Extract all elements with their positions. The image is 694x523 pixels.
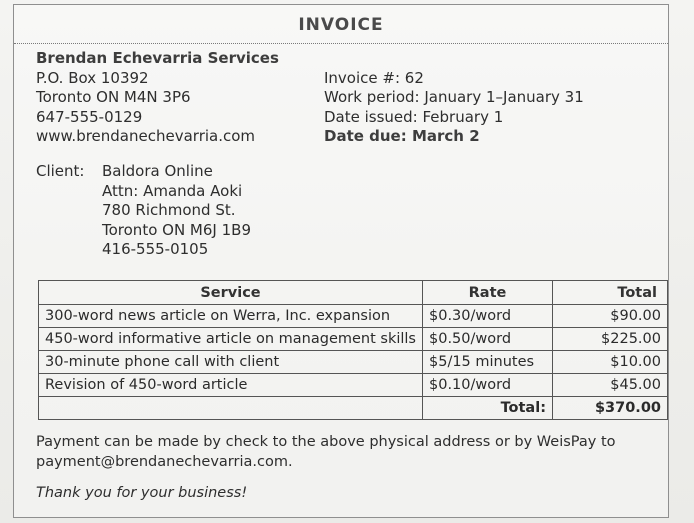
sender-website: www.brendanechevarria.com <box>36 127 256 145</box>
thank-you-note: Thank you for your business! <box>36 485 248 501</box>
rate-cell: $0.50/word <box>423 328 553 351</box>
client-address-line1: 780 Richmond St. <box>102 201 236 219</box>
client-address-line2: Toronto ON M6J 1B9 <box>102 220 251 239</box>
service-cell: 30-minute phone call with client <box>39 351 423 374</box>
invoice-title: INVOICE <box>298 15 384 35</box>
work-period: Work period: January 1–January 31 <box>324 88 584 106</box>
table-row <box>39 374 668 397</box>
total-cell: $90.00 <box>553 305 668 328</box>
table-row <box>39 305 668 328</box>
payment-instructions-line1: Payment can be made by check to the above physical address or by WeisPay to <box>36 434 616 450</box>
payment-instructions-line2: payment@brendanechevarria.com. <box>36 454 293 470</box>
service-cell: 300-word news article on Werra, Inc. expansion <box>39 305 423 328</box>
grand-total: $370.00 <box>553 397 668 420</box>
sender-address-line2: Toronto ON M4N 3P6 <box>36 88 191 106</box>
table-total-row <box>39 397 668 420</box>
date-issued: Date issued: February 1 <box>324 107 504 126</box>
service-cell: 450-word informative article on management skills <box>39 328 423 351</box>
header-rate: Rate <box>423 281 553 305</box>
service-cell: Revision of 450-word article <box>39 374 423 397</box>
rate-cell: $0.30/word <box>423 305 553 328</box>
invoice-number: Invoice #: 62 <box>324 68 424 87</box>
sender-address-line1: P.O. Box 10392 <box>36 68 149 87</box>
invoice-header <box>14 5 668 44</box>
invoice-document <box>13 4 669 518</box>
table-row <box>39 328 668 351</box>
header-total: Total <box>553 281 668 305</box>
rate-cell: $5/15 minutes <box>423 351 553 374</box>
sender-phone: 647-555-0129 <box>36 107 143 126</box>
date-due: Date due: March 2 <box>324 127 480 145</box>
total-cell: $225.00 <box>553 328 668 351</box>
empty-cell <box>39 397 423 420</box>
client-name: Baldora Online <box>102 162 213 180</box>
sender-name: Brendan Echevarria Services <box>36 49 279 67</box>
client-label: Client: <box>36 162 85 180</box>
total-label: Total: <box>423 397 553 420</box>
total-cell: $10.00 <box>553 351 668 374</box>
rate-cell: $0.10/word <box>423 374 553 397</box>
services-table <box>38 280 668 420</box>
table-header-row <box>39 281 668 305</box>
header-service: Service <box>39 281 423 305</box>
client-phone: 416-555-0105 <box>102 240 209 258</box>
client-attn: Attn: Amanda Aoki <box>102 181 243 200</box>
total-cell: $45.00 <box>553 374 668 397</box>
table-row <box>39 351 668 374</box>
